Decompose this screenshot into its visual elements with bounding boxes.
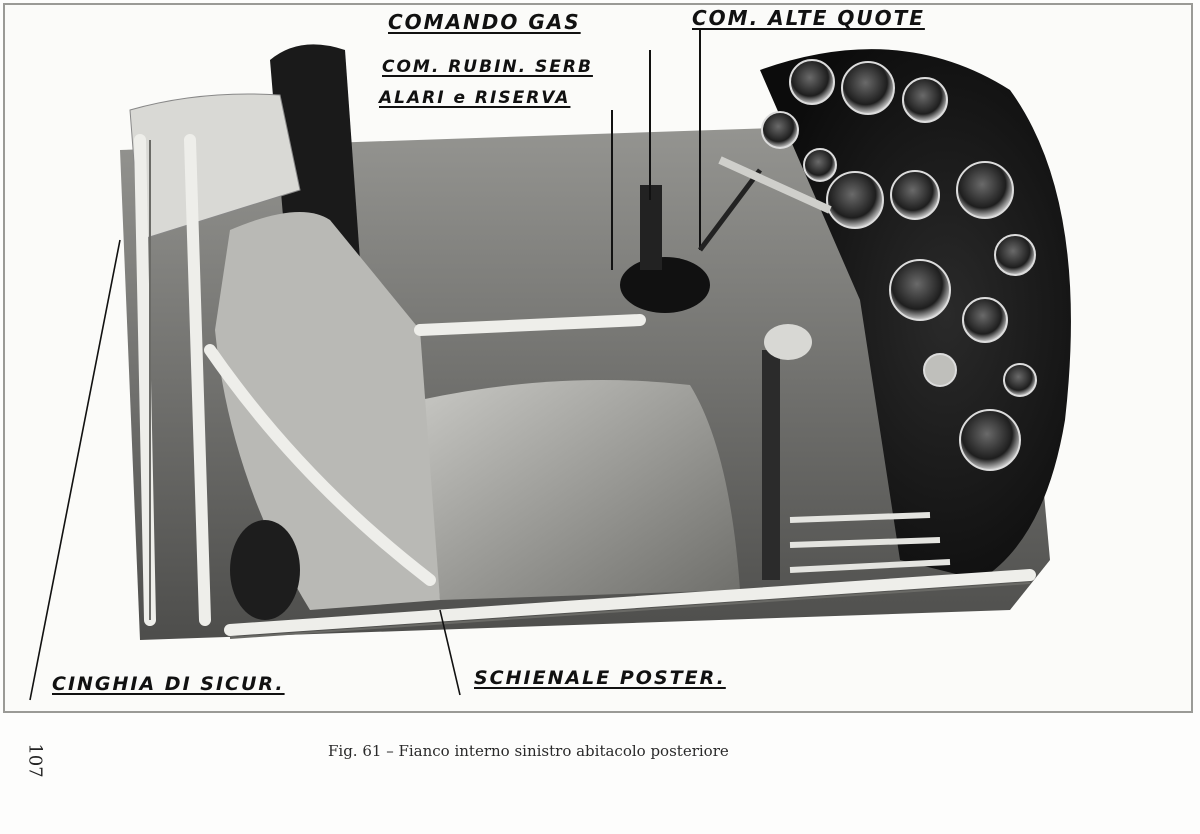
page-number: 107 (24, 743, 46, 778)
label-cinghia-di-sicur: CINGHIA DI SICUR. (52, 673, 285, 695)
seat-belt-bundle (230, 520, 300, 620)
rear-seat-back (420, 380, 740, 600)
label-schienale-poster: SCHIENALE POSTER. (474, 667, 726, 689)
label-comando-gas: COMANDO GAS (388, 10, 581, 34)
label-com-rubin-line1: COM. RUBIN. SERB (382, 57, 593, 77)
label-com-alte-quote: COM. ALTE QUOTE (692, 6, 925, 30)
label-com-rubin-line2: ALARI e RISERVA (379, 88, 571, 108)
figure-caption: Fig. 61 – Fianco interno sinistro abitacolo posteriore (328, 742, 729, 760)
